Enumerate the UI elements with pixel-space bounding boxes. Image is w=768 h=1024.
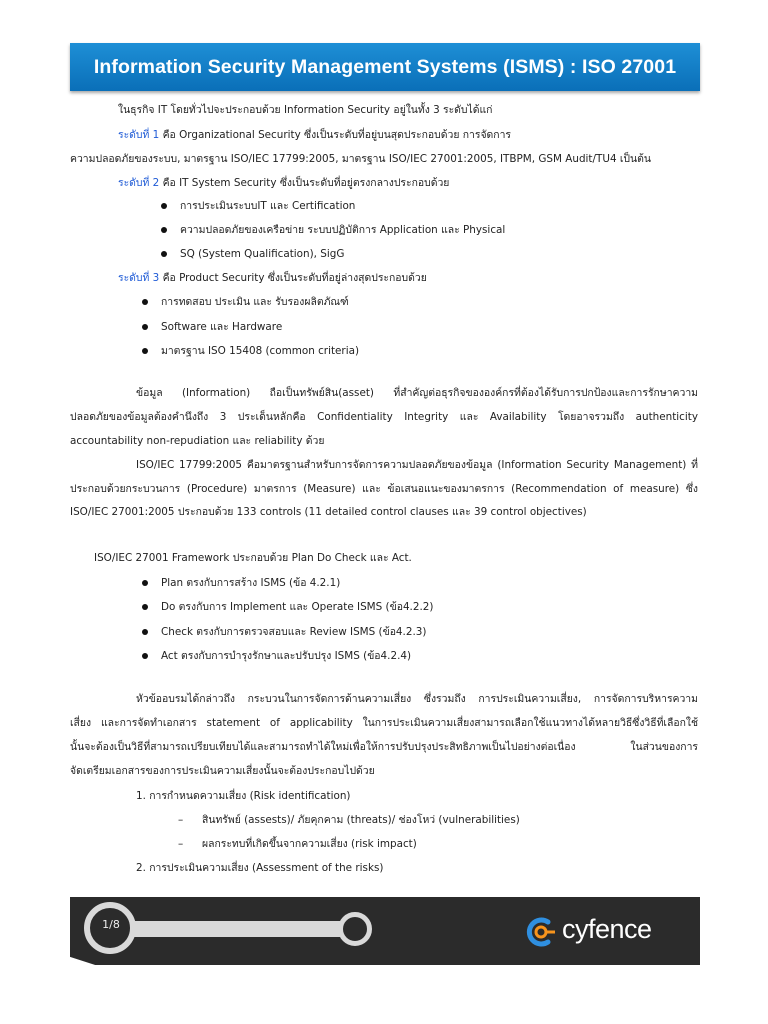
page-title: Information Security Management Systems (ISMS) : ISO 27001 — [93, 55, 677, 78]
level-2-line — [118, 176, 449, 190]
risk-step-1: 1. การกำหนดความเสี่ยง (Risk identification) — [136, 790, 351, 802]
framework-item: Plan ตรงกับการสร้าง ISMS (ข้อ 4.2.1) — [161, 577, 341, 589]
paragraph-risk: เสี่ยง และการจัดทำเอกสาร statement of applicability ในการประเมินความเสี่ยงสามารถเลือกใช้แนวทางได้หลายวิธีซึ่งวิธีที่เลือกใช้ — [70, 717, 698, 729]
level-1-continuation: ความปลอดภัยของระบบ, มาตรฐาน ISO/IEC 17799:2005, มาตรฐาน ISO/IEC 27001:2005, ITBPM, GSM Audit/TU4 เป็นต้น — [70, 153, 651, 165]
paragraph-iso17799: ISO/IEC 17799:2005 คือมาตรฐานสำหรับการจัดการความปลอดภัยของข้อมูล (Information Security Management) ที่ — [136, 459, 698, 471]
level-1-text: คือ Organizational Security ซึ่งเป็นระดับที่อยู่บนสุดประกอบด้วย การจัดการ — [159, 129, 511, 141]
level-2-item: ความปลอดภัยของเครือข่าย ระบบปฏิบัติการ Application และ Physical — [180, 224, 506, 236]
paragraph-iso17799: ISO/IEC 27001:2005 ประกอบด้วย 133 controls (11 detailed control clauses และ 39 control objectives) — [70, 506, 587, 518]
intro-text: ในธุรกิจ IT โดยทั่วไปจะประกอบด้วย Information Security อยู่ในทั้ง 3 ระดับได้แก่ — [118, 104, 493, 116]
framework-item: Do ตรงกับการ Implement และ Operate ISMS (ข้อ4.2.2) — [161, 601, 434, 613]
framework-intro: ISO/IEC 27001 Framework ประกอบด้วย Plan Do Check และ Act. — [94, 552, 412, 564]
level-3-label: ระดับที่ 3 — [118, 272, 160, 284]
cyfence-logo-icon — [524, 915, 558, 949]
paragraph-information: ข้อมูล (Information) ถือเป็นทรัพย์สิน(asset) ที่สำคัญต่อธุรกิจขององค์กรที่ต้องได้รับการปกป้องและการรักษาความ — [136, 387, 698, 399]
paragraph-iso17799: ประกอบด้วยกระบวนการ (Procedure) มาตรการ (Measure) และ ข้อเสนอแนะของมาตรการ (Recommendation of measure) ซึ่ง — [70, 483, 698, 495]
header-banner — [70, 43, 700, 91]
level-2-label: ระดับที่ 2 — [118, 177, 160, 189]
paragraph-information: ปลอดภัยของข้อมูลต้องคำนึงถึง 3 ประเด็นหลักคือ Confidentiality Integrity และ Availability โดยอาจรวมถึง authenticity — [70, 411, 698, 423]
framework-item: Act ตรงกับการบำรุงรักษาและปรับปรุง ISMS (ข้อ4.2.4) — [161, 650, 412, 662]
brand-name: cyfence — [562, 914, 652, 944]
level-3-text: คือ Product Security ซึ่งเป็นระดับที่อยู่ล่างสุดประกอบด้วย — [159, 272, 427, 284]
level-3-item: มาตรฐาน ISO 15408 (common criteria) — [161, 345, 360, 357]
footer-knob-decoration — [338, 912, 372, 946]
paragraph-information: accountability non-repudiation และ reliability ด้วย — [70, 435, 325, 447]
level-3-line — [118, 271, 427, 285]
paragraph-risk: นั้นจะต้องเป็นวิธีที่สามารถเปรียบเทียบได้และสามารถทำได้ใหม่เพื่อให้การปรับปรุงประสิทธิภาพเป็นไปอย่างต่อเนื่อง ในส่วนของการ — [70, 741, 698, 753]
level-3-item: Software และ Hardware — [161, 321, 283, 333]
footer-line-decoration — [132, 921, 340, 937]
level-1-label: ระดับที่ 1 — [118, 129, 160, 141]
level-2-item: การประเมินระบบIT และ Certification — [180, 200, 356, 212]
risk-step-1-item: – ผลกระทบที่เกิดขึ้นจากความเสี่ยง (risk impact) — [202, 837, 417, 851]
risk-step-2: 2. การประเมินความเสี่ยง (Assessment of the risks) — [136, 862, 384, 874]
risk-step-1-item: – สินทรัพย์ (assests)/ ภัยคุกคาม (threats)/ ช่องโหว่ (vulnerabilities) — [202, 813, 520, 827]
level-1-line — [118, 128, 511, 142]
paragraph-risk: จัดเตรียมเอกสารของการประเมินความเสี่ยงนั้นจะต้องประกอบไปด้วย — [70, 765, 375, 777]
paragraph-risk: หัวข้ออบรมได้กล่าวถึง กระบวนในการจัดการด้านความเสี่ยง ซึ่งรวมถึง การประเมินความเสี่ยง, การจัดการบริหารความ — [136, 693, 698, 705]
level-2-item: SQ (System Qualification), SigG — [180, 248, 345, 260]
framework-item: Check ตรงกับการตรวจสอบและ Review ISMS (ข้อ4.2.3) — [161, 626, 427, 638]
page-number: 1/8 — [102, 918, 120, 931]
level-3-item: การทดสอบ ประเมิน และ รับรองผลิตภัณฑ์ — [161, 296, 349, 308]
level-2-text: คือ IT System Security ซึ่งเป็นระดับที่อยู่ตรงกลางประกอบด้วย — [159, 177, 450, 189]
